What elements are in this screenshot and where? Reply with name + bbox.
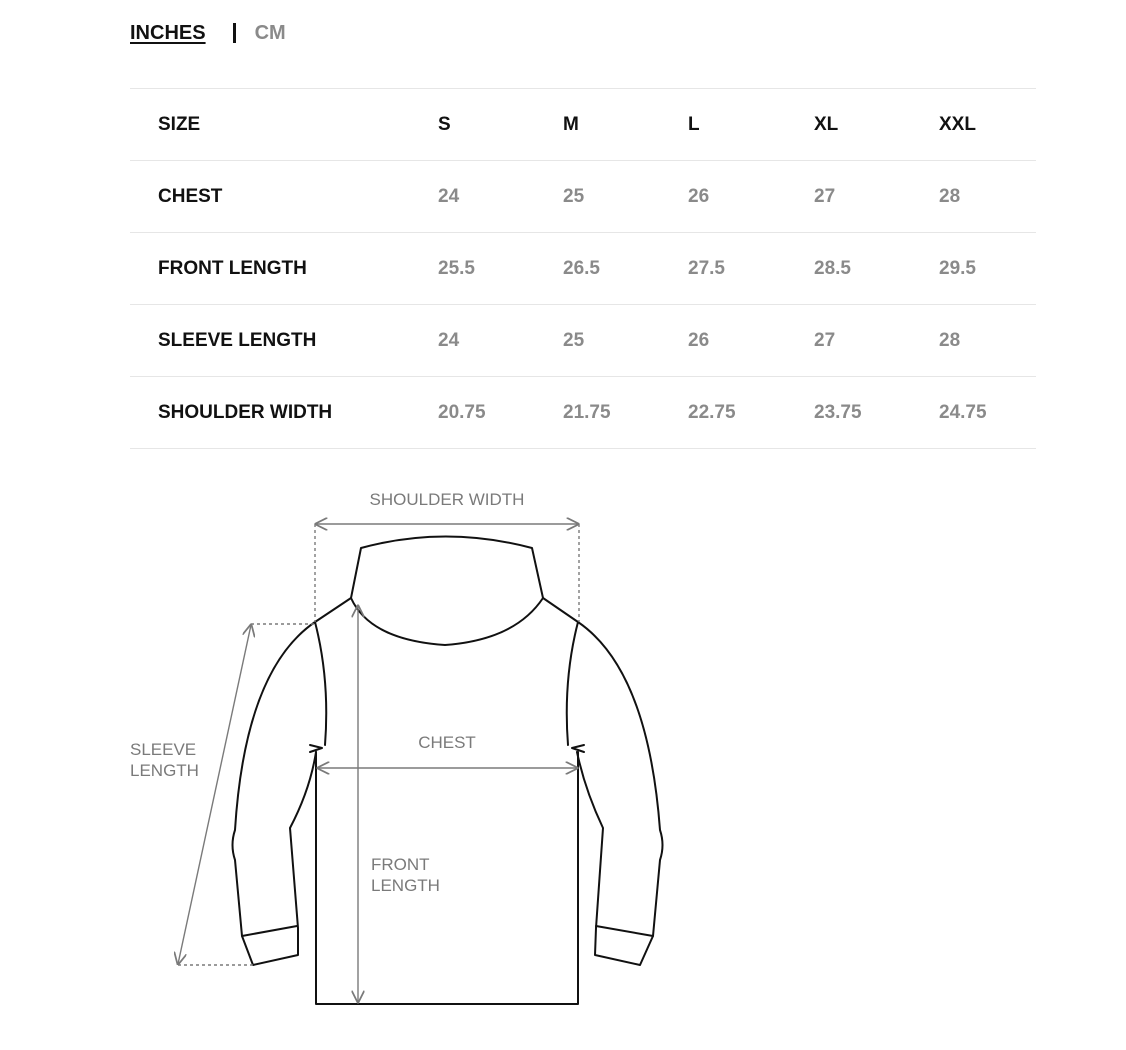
right-armhole — [567, 622, 578, 745]
table-cell: 28 — [939, 329, 961, 351]
measurement-guides — [178, 524, 579, 1002]
row-label: SLEEVE LENGTH — [158, 329, 317, 351]
front-length-label-line2: LENGTH — [371, 876, 440, 895]
table-cell: 28.5 — [814, 257, 851, 279]
hood-opening — [351, 598, 543, 645]
hoodie-outline — [233, 537, 663, 1005]
table-cell: 24 — [438, 329, 460, 351]
table-cell: 29.5 — [939, 257, 976, 279]
hood-icon — [351, 537, 543, 599]
left-armhole — [315, 622, 326, 745]
right-sleeve — [577, 622, 663, 965]
table-cell: 23.75 — [814, 401, 862, 423]
table-cell: 20.75 — [438, 401, 486, 423]
sleeve-length-label-line1: SLEEVE — [130, 740, 197, 759]
table-cell: 25 — [563, 185, 585, 207]
row-label: SHOULDER WIDTH — [158, 401, 333, 423]
table-cell: 27 — [814, 185, 836, 207]
front-length-label-line1: FRONT — [371, 855, 430, 874]
table-header-row — [130, 89, 1036, 161]
left-underarm — [310, 745, 322, 752]
table-row-chest — [130, 161, 1036, 233]
size-column-xxl: XXL — [939, 113, 976, 135]
left-cuff — [242, 926, 297, 936]
cm-unit-button[interactable]: CM — [254, 22, 286, 44]
unit-toggle — [130, 20, 286, 46]
right-cuff — [596, 926, 653, 936]
table-cell: 26 — [688, 185, 710, 207]
table-cell: 25.5 — [438, 257, 475, 279]
table-cell: 22.75 — [688, 401, 736, 423]
size-chart-table — [130, 88, 1036, 449]
size-column-xl: XL — [814, 113, 839, 135]
table-cell: 26 — [688, 329, 710, 351]
unit-separator — [233, 23, 236, 43]
size-column-m: M — [563, 113, 579, 135]
sleeve-length-label-line2: LENGTH — [130, 761, 199, 780]
table-cell: 27 — [814, 329, 836, 351]
table-cell: 27.5 — [688, 257, 725, 279]
table-cell: 25 — [563, 329, 585, 351]
hoodie-measurement-diagram — [0, 470, 700, 1030]
right-underarm — [572, 745, 584, 752]
left-shoulder — [315, 598, 351, 622]
table-cell: 26.5 — [563, 257, 600, 279]
chest-label: CHEST — [418, 733, 476, 752]
size-header: SIZE — [158, 113, 201, 135]
table-row-front-length — [130, 233, 1036, 305]
row-label: CHEST — [158, 185, 223, 207]
right-shoulder — [543, 598, 578, 622]
table-cell: 28 — [939, 185, 961, 207]
table-cell: 21.75 — [563, 401, 611, 423]
left-sleeve — [233, 622, 317, 965]
table-cell: 24.75 — [939, 401, 987, 423]
inches-unit-button[interactable]: INCHES — [130, 22, 206, 44]
row-label: FRONT LENGTH — [158, 257, 307, 279]
size-column-s: S — [438, 113, 451, 135]
size-column-l: L — [688, 113, 700, 135]
table-row-sleeve-length — [130, 305, 1036, 377]
shoulder-width-label: SHOULDER WIDTH — [369, 490, 525, 509]
table-cell: 24 — [438, 185, 460, 207]
table-row-shoulder-width — [130, 377, 1036, 449]
hoodie-body — [316, 752, 578, 1004]
